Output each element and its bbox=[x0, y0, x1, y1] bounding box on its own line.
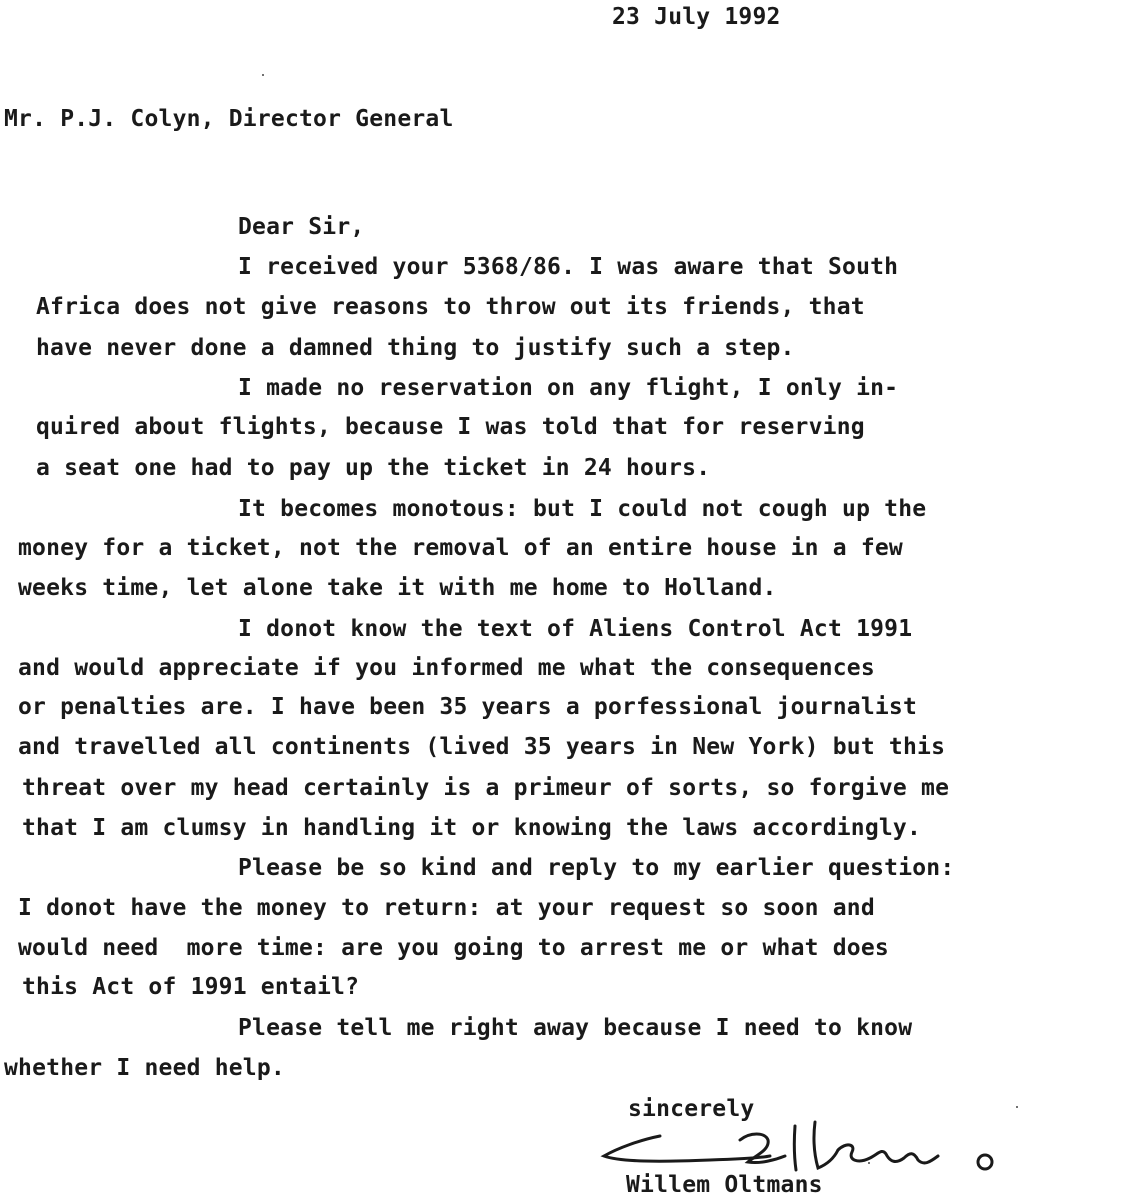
paragraph-4-line-4: and travelled all continents (lived 35 years in New York) but this bbox=[18, 734, 946, 760]
paragraph-5-line-3: would need more time: are you going to arrest me or what does bbox=[18, 935, 889, 961]
recipient-line: Mr. P.J. Colyn, Director General bbox=[4, 106, 454, 132]
salutation: Dear Sir, bbox=[238, 214, 365, 240]
paragraph-6-line-2: whether I need help. bbox=[4, 1055, 285, 1081]
paragraph-2-line-1: I made no reservation on any flight, I only in- bbox=[238, 375, 899, 401]
paragraph-4-line-5: threat over my head certainly is a primeur of sorts, so forgive me bbox=[22, 775, 950, 801]
paragraph-4-line-6: that I am clumsy in handling it or knowing the laws accordingly. bbox=[22, 815, 922, 841]
paragraph-4-line-2: and would appreciate if you informed me what the consequences bbox=[18, 655, 875, 681]
paragraph-5-line-2: I donot have the money to return: at your request so soon and bbox=[18, 895, 875, 921]
closing-word: sincerely bbox=[628, 1096, 755, 1122]
paragraph-2-line-3: a seat one had to pay up the ticket in 24 hours. bbox=[36, 455, 711, 481]
signer-name: Willem Oltmans bbox=[626, 1172, 823, 1198]
scan-speck bbox=[262, 74, 264, 76]
paragraph-3-line-3: weeks time, let alone take it with me home to Holland. bbox=[18, 575, 777, 601]
paragraph-3-line-1: It becomes monotous: but I could not cough up the bbox=[238, 496, 927, 522]
paragraph-4-line-1: I donot know the text of Aliens Control Act 1991 bbox=[238, 616, 913, 642]
paragraph-1-line-2: Africa does not give reasons to throw out its friends, that bbox=[36, 294, 865, 320]
scan-speck bbox=[868, 1162, 870, 1164]
paragraph-1-line-1: I received your 5368/86. I was aware that South bbox=[238, 254, 899, 280]
letter-date: 23 July 1992 bbox=[612, 4, 781, 30]
paragraph-1-line-3: have never done a damned thing to justify such a step. bbox=[36, 335, 795, 361]
scan-speck bbox=[1016, 1106, 1018, 1108]
paragraph-5-line-1: Please be so kind and reply to my earlier question: bbox=[238, 855, 955, 881]
paragraph-2-line-2: quired about flights, because I was told that for reserving bbox=[36, 414, 865, 440]
paragraph-3-line-2: money for a ticket, not the removal of an entire house in a few bbox=[18, 535, 903, 561]
paragraph-5-line-4: this Act of 1991 entail? bbox=[22, 974, 360, 1000]
paragraph-6-line-1: Please tell me right away because I need to know bbox=[238, 1015, 913, 1041]
paragraph-4-line-3: or penalties are. I have been 35 years a porfessional journalist bbox=[18, 694, 918, 720]
